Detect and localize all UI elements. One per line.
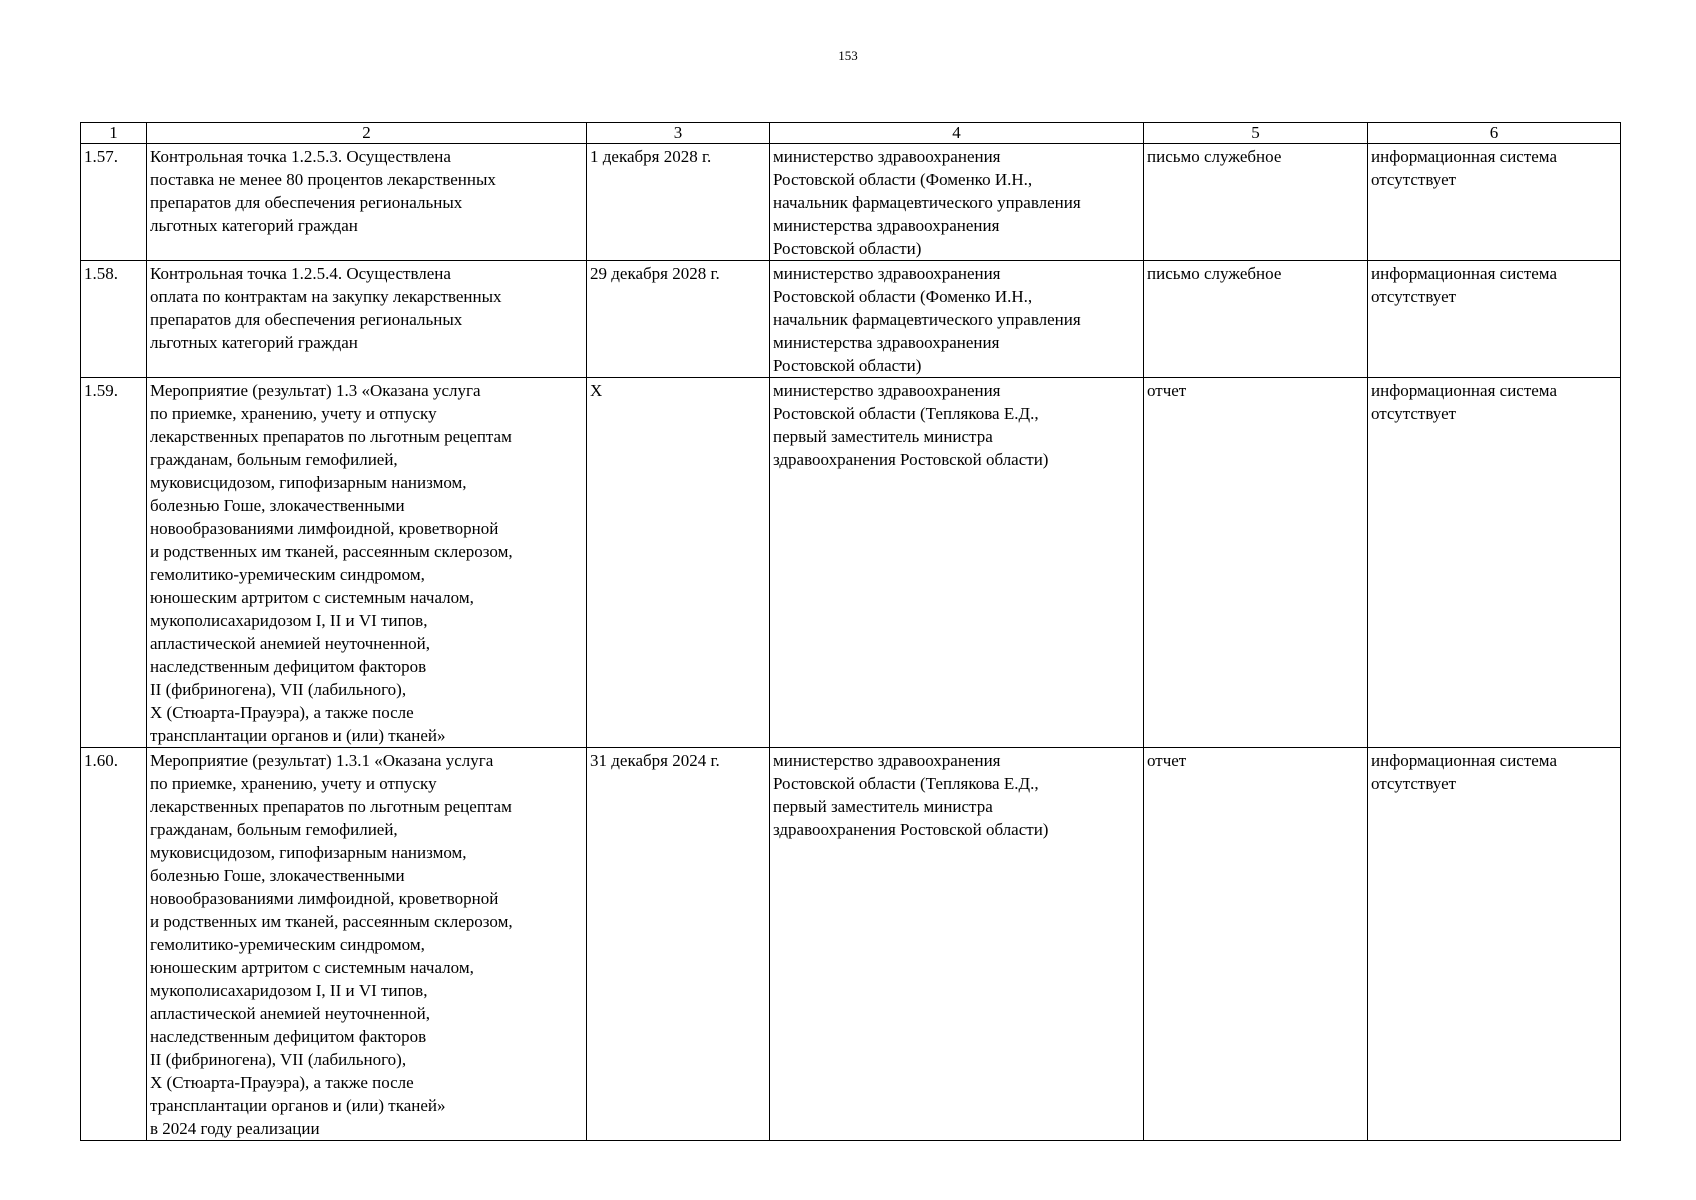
document-type-cell: отчет (1144, 378, 1368, 748)
description-line: поставка не менее 80 процентов лекарственных (150, 170, 496, 189)
description-line: по приемке, хранению, учету и отпуску (150, 404, 437, 423)
description-line: новообразованиями лимфоидной, кроветворной (150, 889, 499, 908)
responsible-line: начальник фармацевтического управления (773, 310, 1081, 329)
description-cell (147, 261, 587, 378)
responsible-line: министерство здравоохранения (773, 264, 1001, 283)
system-line: информационная система (1371, 147, 1557, 166)
responsible-cell (770, 748, 1144, 1141)
description-line: II (фибриногена), VII (лабильного), (150, 680, 407, 699)
system-line: информационная система (1371, 751, 1557, 770)
description-line: II (фибриногена), VII (лабильного), (150, 1050, 407, 1069)
system-line: отсутствует (1371, 287, 1457, 306)
description-line: мукополисахаридозом I, II и VI типов, (150, 611, 428, 630)
row-number-cell: 1.57. (81, 144, 147, 261)
column-header-2: 2 (147, 123, 587, 144)
page-number: 153 (838, 48, 858, 63)
table-row (81, 261, 1621, 378)
description-line: болезнью Гоше, злокачественными (150, 496, 405, 515)
responsible-line: Ростовской области (Фоменко И.Н., (773, 170, 1033, 189)
responsible-line: Ростовской области (Теплякова Е.Д., (773, 774, 1039, 793)
description-line: гражданам, больным гемофилией, (150, 820, 398, 839)
description-line: новообразованиями лимфоидной, кроветворной (150, 519, 499, 538)
description-line: трансплантации органов и (или) тканей» (150, 726, 446, 745)
column-header-6: 6 (1368, 123, 1621, 144)
description-line: Контрольная точка 1.2.5.4. Осуществлена (150, 264, 451, 283)
description-line: лекарственных препаратов по льготным рецептам (150, 797, 512, 816)
description-line: апластической анемией неуточненной, (150, 634, 430, 653)
responsible-cell (770, 144, 1144, 261)
system-line: отсутствует (1371, 170, 1457, 189)
column-header-4: 4 (770, 123, 1144, 144)
column-header-3: 3 (587, 123, 770, 144)
description-line: в 2024 году реализации (150, 1119, 320, 1138)
description-line: X (Стюарта-Прауэра), а также после (150, 703, 414, 722)
description-line: гражданам, больным гемофилией, (150, 450, 398, 469)
description-line: юношеским артритом с системным началом, (150, 958, 474, 977)
description-line: муковисцидозом, гипофизарным нанизмом, (150, 843, 467, 862)
responsible-line: Ростовской области (Фоменко И.Н., (773, 287, 1033, 306)
responsible-line: первый заместитель министра (773, 427, 993, 446)
description-line: льготных категорий граждан (150, 216, 358, 235)
column-header-1: 1 (81, 123, 147, 144)
system-line: отсутствует (1371, 404, 1457, 423)
description-cell (147, 144, 587, 261)
description-line: Контрольная точка 1.2.5.3. Осуществлена (150, 147, 451, 166)
responsible-line: здравоохранения Ростовской области) (773, 820, 1049, 839)
responsible-line: начальник фармацевтического управления (773, 193, 1081, 212)
date-cell: 29 декабря 2028 г. (587, 261, 770, 378)
description-line: юношеским артритом с системным началом, (150, 588, 474, 607)
description-line: болезнью Гоше, злокачественными (150, 866, 405, 885)
responsible-line: министерства здравоохранения (773, 216, 1000, 235)
row-number-cell: 1.59. (81, 378, 147, 748)
system-line: информационная система (1371, 264, 1557, 283)
row-number-cell: 1.60. (81, 748, 147, 1141)
description-line: наследственным дефицитом факторов (150, 1027, 427, 1046)
description-line: и родственных им тканей, рассеянным склерозом, (150, 542, 513, 561)
column-header-5: 5 (1144, 123, 1368, 144)
responsible-line: министерства здравоохранения (773, 333, 1000, 352)
responsible-cell (770, 261, 1144, 378)
document-table (80, 122, 1621, 1141)
responsible-line: министерство здравоохранения (773, 147, 1001, 166)
information-system-cell (1368, 378, 1621, 748)
information-system-cell (1368, 261, 1621, 378)
description-line: трансплантации органов и (или) тканей» (150, 1096, 446, 1115)
responsible-line: здравоохранения Ростовской области) (773, 450, 1049, 469)
document-type-cell: письмо служебное (1144, 261, 1368, 378)
responsible-line: Ростовской области (Теплякова Е.Д., (773, 404, 1039, 423)
description-line: препаратов для обеспечения региональных (150, 193, 463, 212)
table-row (81, 144, 1621, 261)
description-line: оплата по контрактам на закупку лекарственных (150, 287, 502, 306)
description-line: гемолитико-уремическим синдромом, (150, 935, 425, 954)
description-line: льготных категорий граждан (150, 333, 358, 352)
responsible-line: министерство здравоохранения (773, 751, 1001, 770)
table-header-row (81, 123, 1621, 144)
description-line: Мероприятие (результат) 1.3 «Оказана услуга (150, 381, 481, 400)
information-system-cell (1368, 144, 1621, 261)
description-line: Мероприятие (результат) 1.3.1 «Оказана услуга (150, 751, 494, 770)
description-line: наследственным дефицитом факторов (150, 657, 427, 676)
description-line: гемолитико-уремическим синдромом, (150, 565, 425, 584)
date-cell: 1 декабря 2028 г. (587, 144, 770, 261)
system-line: отсутствует (1371, 774, 1457, 793)
description-line: муковисцидозом, гипофизарным нанизмом, (150, 473, 467, 492)
description-line: по приемке, хранению, учету и отпуску (150, 774, 437, 793)
description-line: апластической анемией неуточненной, (150, 1004, 430, 1023)
description-cell (147, 748, 587, 1141)
description-cell (147, 378, 587, 748)
table-body (81, 144, 1621, 1141)
description-line: X (Стюарта-Прауэра), а также после (150, 1073, 414, 1092)
information-system-cell (1368, 748, 1621, 1141)
responsible-line: министерство здравоохранения (773, 381, 1001, 400)
responsible-line: Ростовской области) (773, 239, 922, 258)
row-number-cell: 1.58. (81, 261, 147, 378)
date-cell: X (587, 378, 770, 748)
date-cell: 31 декабря 2024 г. (587, 748, 770, 1141)
document-type-cell: отчет (1144, 748, 1368, 1141)
responsible-line: первый заместитель министра (773, 797, 993, 816)
responsible-line: Ростовской области) (773, 356, 922, 375)
description-line: и родственных им тканей, рассеянным склерозом, (150, 912, 513, 931)
responsible-cell (770, 378, 1144, 748)
system-line: информационная система (1371, 381, 1557, 400)
description-line: лекарственных препаратов по льготным рецептам (150, 427, 512, 446)
description-line: мукополисахаридозом I, II и VI типов, (150, 981, 428, 1000)
table-row (81, 748, 1621, 1141)
description-line: препаратов для обеспечения региональных (150, 310, 463, 329)
document-type-cell: письмо служебное (1144, 144, 1368, 261)
table-row (81, 378, 1621, 748)
